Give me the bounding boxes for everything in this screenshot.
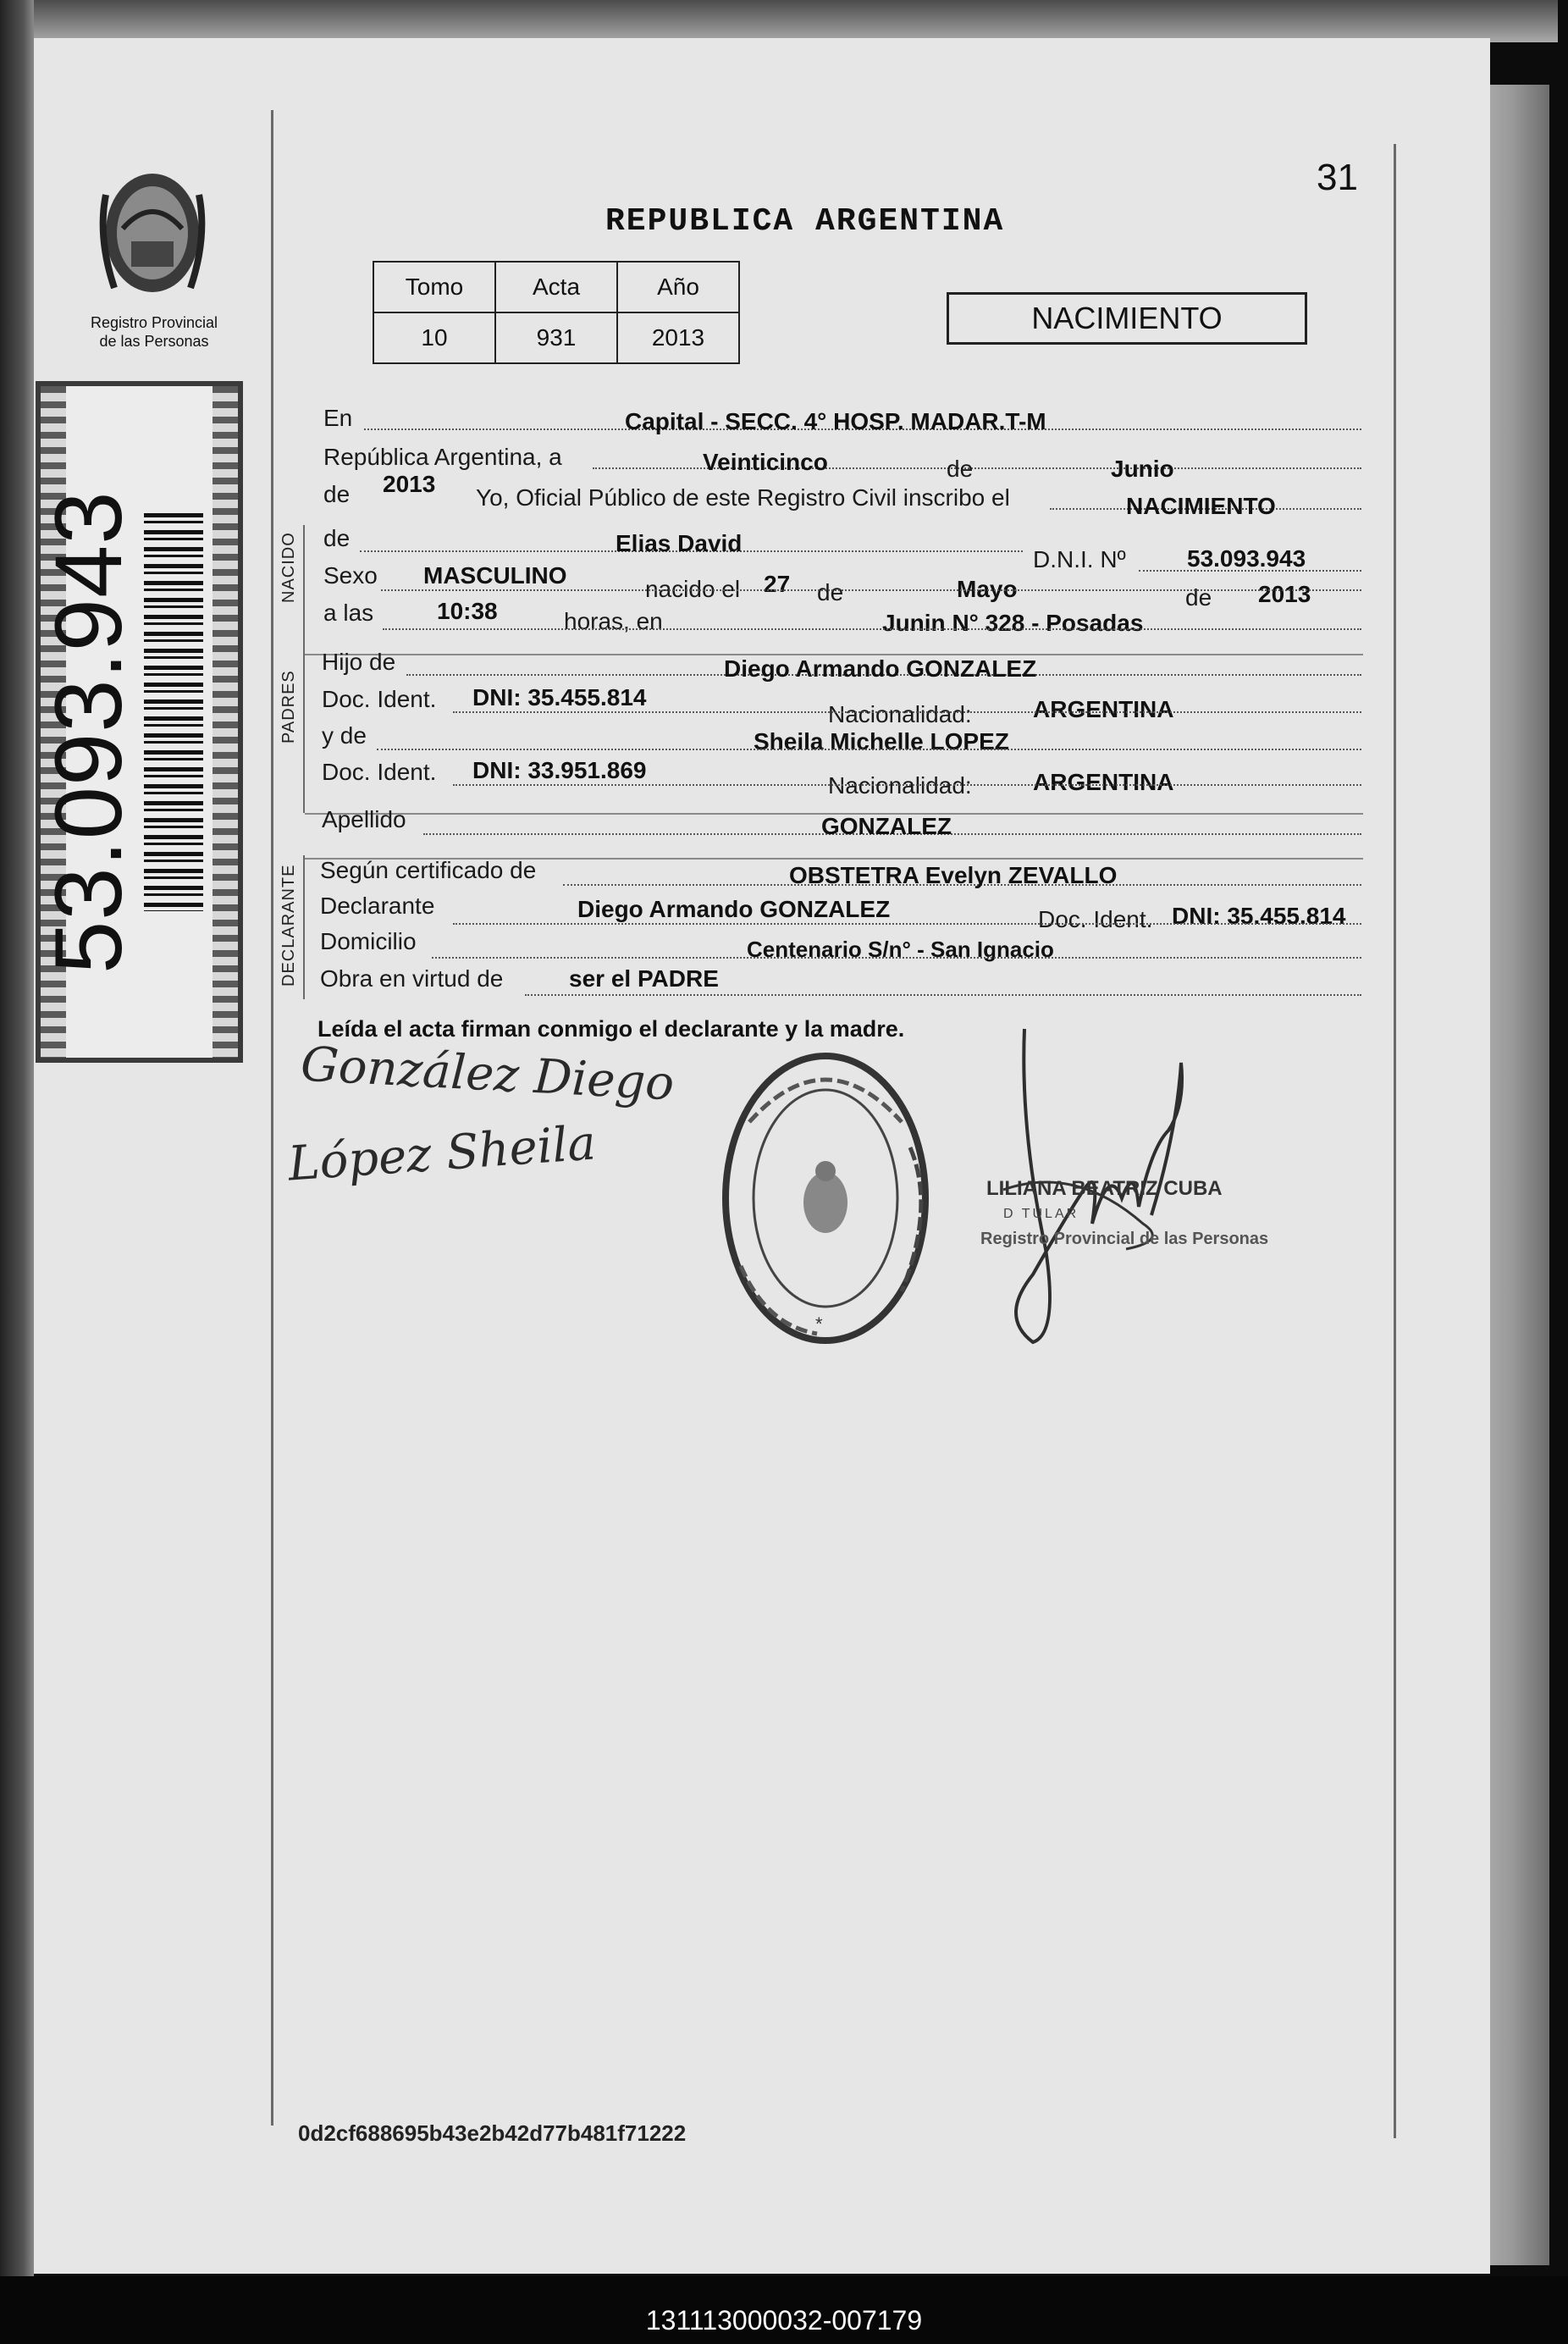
label-father-doc: Doc. Ident. xyxy=(322,686,437,712)
label-en: En xyxy=(323,405,353,431)
value-birth-year: 2013 xyxy=(1258,581,1311,607)
label-segun: Según certificado de xyxy=(320,857,537,883)
closing-statement: Leída el acta firman conmigo el declarante y la madre. xyxy=(317,1016,905,1042)
dots-mother xyxy=(377,749,1361,750)
label-de-year: de xyxy=(323,481,351,507)
table-header-anio: Año xyxy=(617,262,739,312)
book-binding xyxy=(0,0,34,2344)
bracket-padres xyxy=(303,645,305,813)
barcode xyxy=(144,513,203,911)
dots-declarante xyxy=(453,923,1361,925)
left-margin-rule xyxy=(271,110,273,2126)
table-value-tomo: 10 xyxy=(373,312,495,363)
value-segun: OBSTETRA Evelyn ZEVALLO xyxy=(789,862,1118,888)
dots-domicilio xyxy=(432,957,1361,959)
dots-mother-doc xyxy=(453,784,1361,786)
scan-id: 131113000032-007179 xyxy=(645,2305,923,2336)
document-title: REPUBLICA ARGENTINA xyxy=(605,203,1005,240)
label-obra: Obra en virtud de xyxy=(320,965,504,992)
table-header-tomo: Tomo xyxy=(373,262,495,312)
table-header-acta: Acta xyxy=(495,262,617,312)
tag-stripe-right xyxy=(213,386,238,1058)
oficial-text: Yo, Oficial Público de este Registro Civil inscribo el xyxy=(476,484,1010,511)
label-declarante: Declarante xyxy=(320,893,435,919)
value-birth-place: Junin N° 328 - Posadas xyxy=(882,610,1144,636)
dots-sexo xyxy=(381,589,1361,591)
side-label-nacido: NACIDO xyxy=(279,532,298,603)
value-inscribe: NACIMIENTO xyxy=(1126,493,1276,519)
label-birth-de: de xyxy=(817,579,844,605)
registrar-name: LILIANA BEATRIZ CUBA xyxy=(986,1177,1223,1200)
value-sexo: MASCULINO xyxy=(423,562,567,589)
label-y-de: y de xyxy=(322,722,367,749)
label-de-month: de xyxy=(947,456,974,482)
value-apellido: GONZALEZ xyxy=(821,813,952,839)
page-number: 31 xyxy=(1317,157,1358,198)
label-nacido-el: nacido el xyxy=(645,576,741,602)
registrar-org: Registro Provincial de las Personas xyxy=(980,1230,1269,1248)
value-year: 2013 xyxy=(383,471,436,497)
value-birth-month: Mayo xyxy=(957,576,1018,602)
side-label-declarante: DECLARANTE xyxy=(279,864,298,987)
label-horas: horas, en xyxy=(564,608,663,634)
value-dni: 53.093.943 xyxy=(1187,545,1306,572)
label-apellido: Apellido xyxy=(322,806,406,832)
tag-number: 53.093.943 xyxy=(36,490,141,974)
label-a-las: a las xyxy=(323,600,374,626)
dots-time xyxy=(383,628,1361,630)
label-birth-de2: de xyxy=(1185,584,1212,611)
value-time: 10:38 xyxy=(437,598,498,624)
value-birth-day: 27 xyxy=(764,571,791,597)
coat-of-arms-icon xyxy=(85,161,220,313)
value-father-doc: DNI: 35.455.814 xyxy=(472,684,647,710)
registry-table xyxy=(373,261,740,364)
dots-father-doc xyxy=(453,711,1361,713)
value-father-name: Diego Armando GONZALEZ xyxy=(724,655,1037,682)
right-margin-rule xyxy=(1394,144,1396,2138)
value-obra: ser el PADRE xyxy=(569,965,719,992)
page-top-shadow xyxy=(34,0,1558,42)
value-mother-nat: ARGENTINA xyxy=(1033,769,1174,795)
table-value-acta: 931 xyxy=(495,312,617,363)
official-stamp xyxy=(715,1046,936,1351)
value-domicilio: Centenario S/n° - San Ignacio xyxy=(747,937,1054,962)
logo-caption-line-1: Registro Provincial xyxy=(90,314,218,331)
registrar-title: D TULAR xyxy=(1003,1207,1079,1221)
provincial-coat-of-arms xyxy=(85,161,220,313)
record-type-box: NACIMIENTO xyxy=(947,292,1307,345)
official-stamp-seal-icon xyxy=(715,1046,936,1351)
label-father-nat: Nacionalidad: xyxy=(828,701,972,727)
signature-mother: López Sheila xyxy=(286,1115,598,1192)
logo-caption xyxy=(78,313,230,351)
value-father-nat: ARGENTINA xyxy=(1033,696,1174,722)
label-domicilio: Domicilio xyxy=(320,928,417,954)
label-de-name: de xyxy=(323,525,351,551)
dots-obra xyxy=(525,994,1361,996)
table-value-anio: 2013 xyxy=(617,312,739,363)
signature-father: González Diego xyxy=(299,1037,676,1112)
label-sexo: Sexo xyxy=(323,562,378,589)
value-place-registration: Capital - SECC. 4° HOSP. MADAR.T-M xyxy=(625,408,1046,434)
label-hijo-de: Hijo de xyxy=(322,649,396,675)
svg-text:*: * xyxy=(815,1313,823,1335)
bracket-declarante xyxy=(303,855,305,999)
value-mother-name: Sheila Michelle LOPEZ xyxy=(754,728,1009,755)
value-declarante: Diego Armando GONZALEZ xyxy=(577,896,891,922)
label-dni: D.N.I. Nº xyxy=(1033,546,1126,572)
side-label-padres: PADRES xyxy=(279,670,298,744)
label-mother-nat: Nacionalidad: xyxy=(828,772,972,799)
label-decl-doc: Doc. Ident. xyxy=(1038,906,1153,932)
bracket-nacido xyxy=(303,525,305,654)
logo-caption-line-2: de las Personas xyxy=(99,333,209,350)
document-hash: 0d2cf688695b43e2b42d77b481f71222 xyxy=(298,2120,687,2146)
value-decl-doc: DNI: 35.455.814 xyxy=(1172,903,1346,929)
label-mother-doc: Doc. Ident. xyxy=(322,759,437,785)
label-republica: República Argentina, a xyxy=(323,444,562,470)
value-day: Veinticinco xyxy=(703,449,828,475)
value-mother-doc: DNI: 33.951.869 xyxy=(472,757,647,783)
value-child-name: Elias David xyxy=(616,530,743,556)
value-month: Junio xyxy=(1111,456,1174,482)
